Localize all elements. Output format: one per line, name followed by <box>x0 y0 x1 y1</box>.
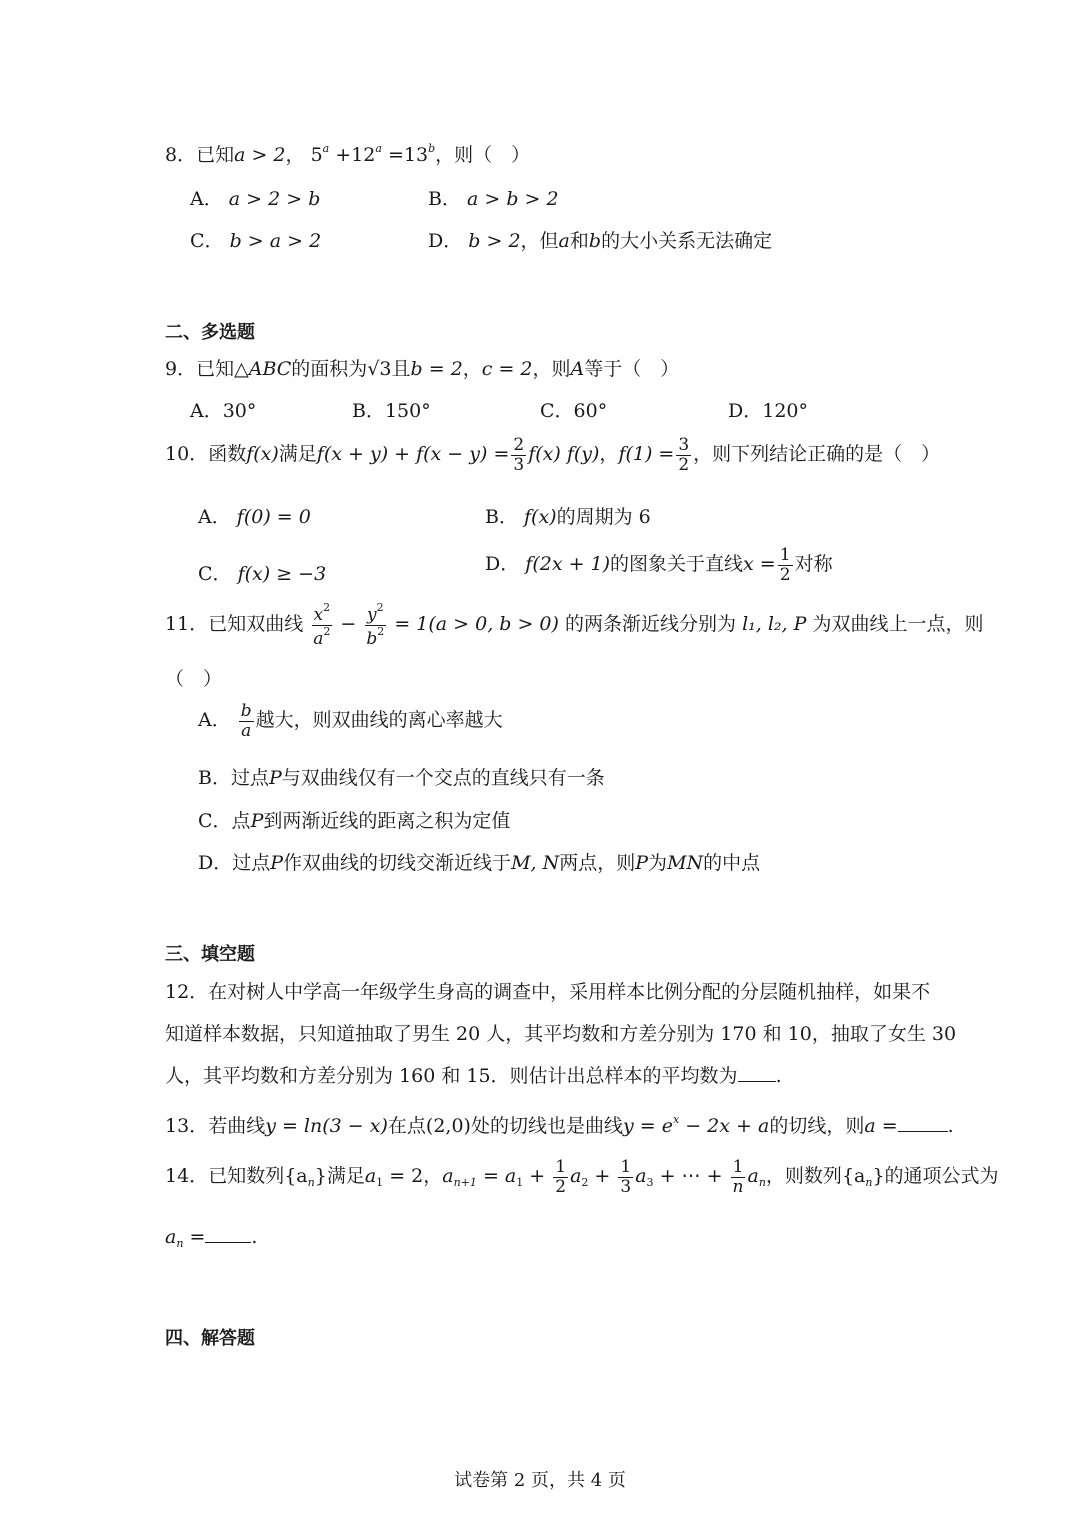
question-9-option-d: D．120° <box>728 400 808 422</box>
question-8-option-c: C． b > a > 2 <box>190 230 322 252</box>
fraction-b-over-a: $\frac{b}{a}$ <box>240 701 252 741</box>
question-11-stem: 11．已知双曲线 $\frac{x^2}{a^2}$ − $\frac{y^2}{b^2}$ = 1(a > 0, b > 0) 的两条渐近线分别为 l₁, l₂, P 为双曲线上一点，则 <box>165 601 984 649</box>
question-12-line-1: 12．在对树人中学高一年级学生身高的调查中，采用样本比例分配的分层随机抽样，如果不 <box>165 981 931 1003</box>
question-9-option-a: A．30° <box>190 400 257 422</box>
question-10-option-b: B． f(x)的周期为 6 <box>485 506 651 528</box>
fraction-one-half: $\frac{1}{2}$ <box>779 545 791 585</box>
section-title-fill-in: 三、填空题 <box>165 944 255 965</box>
question-11-option-b: B．过点P与双曲线仅有一个交点的直线只有一条 <box>198 767 605 789</box>
question-10-option-a: A． f(0) = 0 <box>198 506 311 528</box>
question-11-paren: （ ） <box>165 668 223 690</box>
fraction-two-thirds: $\frac{2}{3}$ <box>513 435 525 475</box>
question-13-stem: 13．若曲线y = ln(3 − x)在点(2,0)处的切线也是曲线$y = e^x - 2x + a$的切线，则a = . <box>165 1113 954 1137</box>
question-10-option-d: D． f(2x + 1)的图象关于直线x = $\frac{1}{2}$ 对称 <box>485 545 833 585</box>
question-12-line-2: 知道样本数据，只知道抽取了男生 20 人，其平均数和方差分别为 170 和 10，抽取了女生 30 <box>165 1023 957 1045</box>
question-10-option-c: C． f(x) ≥ −3 <box>198 563 327 585</box>
page-footer: 试卷第 2 页，共 4 页 <box>454 1470 626 1491</box>
question-8-option-a: A． a > 2 > b <box>190 188 321 210</box>
fraction-one-over-n: $\frac{1}{n}$ <box>732 1157 744 1197</box>
question-11-option-c: C．点P到两渐近线的距离之积为定值 <box>198 810 511 832</box>
answer-blank <box>205 1242 251 1243</box>
question-9-option-b: B．150° <box>352 400 431 422</box>
question-8-stem: 8．已知a > 2， $5^a +12^a =13^b$，则（ ） <box>165 142 531 166</box>
question-10-stem: 10．函数f(x)满足f(x + y) + f(x − y) = $\frac{2}{3}$ f(x) f(y)，f(1) = $\frac{3}{2}$ ，则下列结论正确的是（ ） <box>165 435 941 475</box>
fraction-y2-over-b2: $\frac{y^2}{b^2}$ <box>366 601 385 649</box>
question-12-line-3: 人，其平均数和方差分别为 160 和 15．则估计出总样本的平均数为 . <box>165 1065 782 1087</box>
fraction-three-halves: $\frac{3}{2}$ <box>678 435 690 475</box>
fraction-one-half: $\frac{1}{2}$ <box>555 1157 567 1197</box>
question-14-stem: 14．已知数列$\{a_n\}$满足$a_1 = 2$，$a_{n+1} = a_1$ + $\frac{1}{2}$ $a_2$ + $\frac{1}{3}$ $a_3$ + ⋯ + $\frac{1}{n}$ $a_n$，则数列$\{a_n\}$的通项公式为 <box>165 1157 999 1197</box>
question-9-option-c: C．60° <box>540 400 608 422</box>
section-title-solutions: 四、解答题 <box>165 1328 255 1349</box>
question-8-option-b: B． a > b > 2 <box>428 188 559 210</box>
question-14-answer-line: $a_n$ = . <box>165 1226 258 1250</box>
question-11-option-a: A． $\frac{b}{a}$ 越大，则双曲线的离心率越大 <box>198 701 503 741</box>
section-title-multiple-choice: 二、多选题 <box>165 322 255 343</box>
question-11-option-d: D．过点P作双曲线的切线交渐近线于M, N两点，则P为MN的中点 <box>198 852 761 874</box>
fraction-one-third: $\frac{1}{3}$ <box>620 1157 632 1197</box>
answer-blank <box>898 1131 948 1132</box>
question-8-option-d: D． b > 2，但a和b的大小关系无法确定 <box>428 230 773 252</box>
question-9-stem: 9．已知△ABC的面积为√3且b = 2，c = 2，则A等于（ ） <box>165 358 680 380</box>
fraction-x2-over-a2: $\frac{x^2}{a^2}$ <box>313 601 331 649</box>
answer-blank <box>738 1081 776 1082</box>
